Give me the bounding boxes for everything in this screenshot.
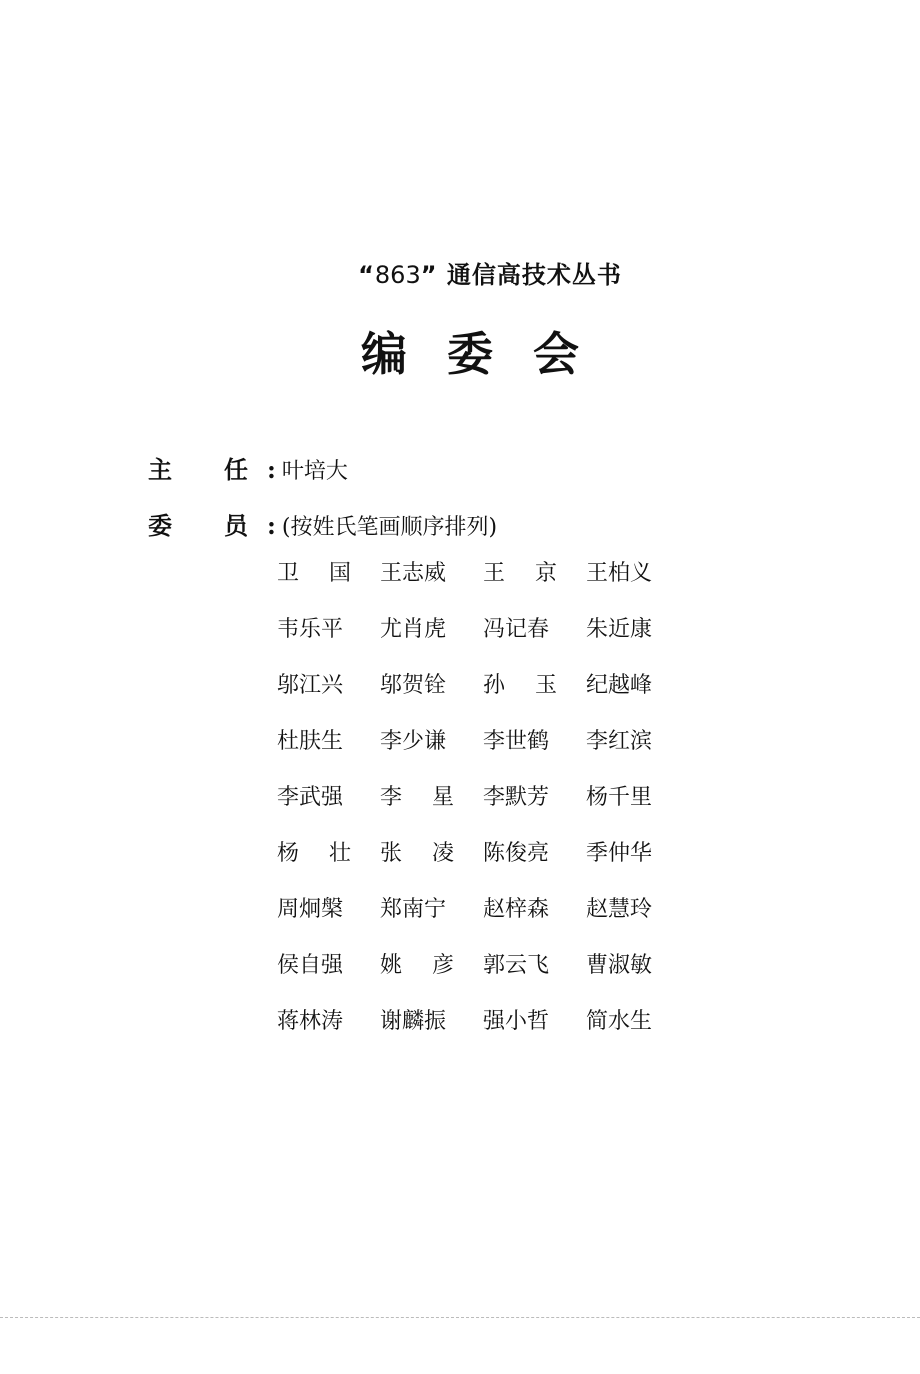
member-name-grid — [277, 560, 689, 1036]
member-name: 冯记春 — [483, 617, 550, 642]
series-title — [0, 255, 920, 290]
members-row — [148, 506, 497, 541]
chair-label — [148, 450, 273, 485]
member-name: 郭云飞 — [483, 953, 550, 978]
member-name: 蒋林涛 — [277, 1009, 344, 1034]
board-title: 编委会 — [361, 327, 619, 381]
member-name: 张凌 — [380, 841, 485, 866]
member-name: 邬贺铨 — [380, 673, 447, 698]
member-name: 侯自强 — [277, 953, 344, 978]
member-name: 纪越峰 — [586, 673, 653, 698]
member-name: 赵慧玲 — [586, 897, 653, 922]
series-number: 863 — [374, 261, 421, 289]
member-name: 姚彦 — [380, 953, 485, 978]
member-name: 李星 — [380, 785, 485, 810]
member-name: 邬江兴 — [277, 673, 344, 698]
member-name: 曹淑敏 — [586, 953, 653, 978]
member-name: 简水生 — [586, 1009, 653, 1034]
chair-label-last: 任 — [224, 455, 248, 484]
chair-label-first: 主 — [148, 455, 224, 484]
member-name: 李红滨 — [586, 729, 653, 754]
series-name: 通信高技术丛书 — [446, 261, 622, 289]
member-name: 强小哲 — [483, 1009, 550, 1034]
open-quote: “ — [358, 261, 375, 289]
member-name: 王京 — [483, 561, 588, 586]
close-quote: ” — [420, 261, 438, 289]
member-name: 尤肖虎 — [380, 617, 447, 642]
member-name: 卫国 — [277, 561, 382, 586]
member-name: 陈俊亮 — [483, 841, 550, 866]
member-name: 周炯槃 — [277, 897, 344, 922]
member-name: 李少谦 — [380, 729, 447, 754]
page-bottom-rule — [0, 1317, 920, 1318]
chair-row — [148, 450, 348, 485]
members-label-last: 员 — [224, 511, 248, 540]
member-name: 赵梓森 — [483, 897, 550, 922]
member-name: 谢麟振 — [380, 1009, 447, 1034]
member-name: 杨千里 — [586, 785, 653, 810]
member-name: 杨壮 — [277, 841, 382, 866]
chair-name: 叶培大 — [281, 459, 348, 484]
member-name: 孙玉 — [483, 673, 588, 698]
member-name: 郑南宁 — [380, 897, 447, 922]
members-colon: : — [267, 511, 276, 540]
members-label — [148, 506, 273, 541]
member-name: 王柏义 — [586, 561, 653, 586]
member-name: 季仲华 — [586, 841, 653, 866]
member-name: 韦乐平 — [277, 617, 344, 642]
member-name: 李默芳 — [483, 785, 550, 810]
member-name: 朱近康 — [586, 617, 653, 642]
member-name: 李世鹤 — [483, 729, 550, 754]
member-name: 杜肤生 — [277, 729, 344, 754]
member-name: 王志威 — [380, 561, 447, 586]
members-order-note: (按姓氏笔画顺序排列) — [281, 515, 498, 540]
chair-colon: : — [267, 455, 276, 484]
members-label-first: 委 — [148, 511, 224, 540]
member-name: 李武强 — [277, 785, 344, 810]
